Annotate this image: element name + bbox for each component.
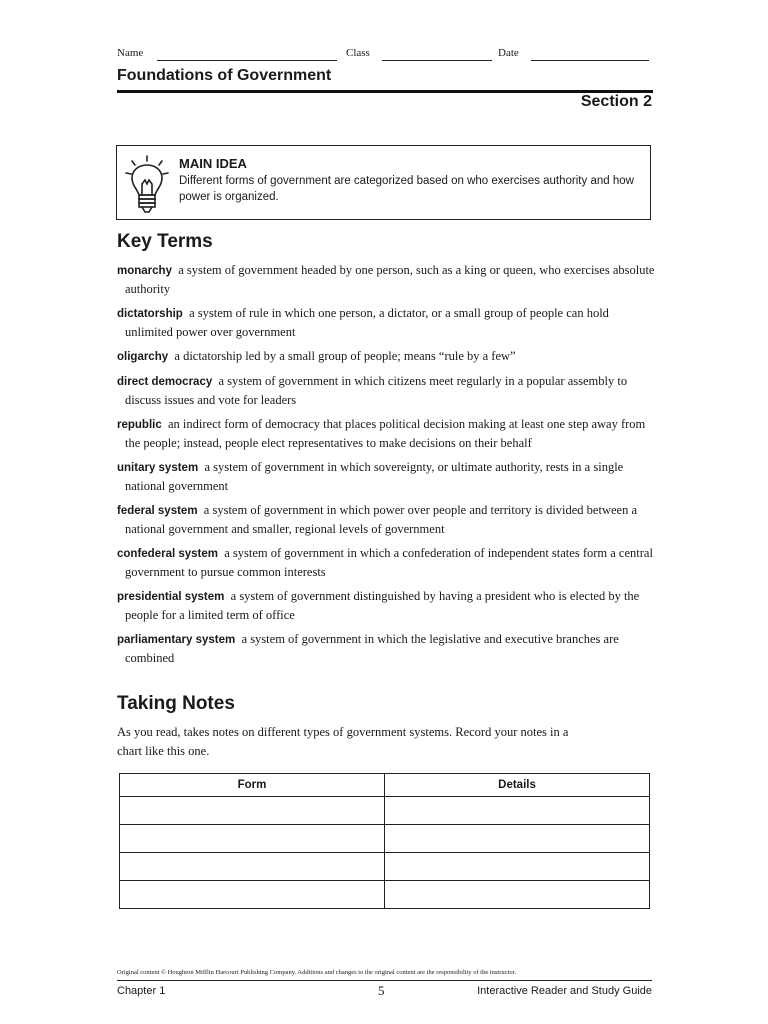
- details-cell[interactable]: [385, 825, 650, 853]
- term-name: dictatorship: [117, 308, 183, 320]
- key-terms-heading: Key Terms: [117, 231, 213, 252]
- details-cell[interactable]: [385, 797, 650, 825]
- term-definition: a system of government in which power over people and territory is divided between a national government and smaller, regional levels of government: [125, 503, 637, 536]
- column-header-form: Form: [120, 774, 385, 797]
- key-term-oligarchy: [117, 347, 657, 366]
- form-cell[interactable]: [120, 825, 385, 853]
- copyright-notice: Original content © Houghton Mifflin Harcourt Publishing Company. Additions and changes to the original content are the responsibility of the instructor.: [117, 969, 517, 976]
- taking-notes-heading: Taking Notes: [117, 693, 235, 714]
- page-title: Foundations of Government: [117, 67, 332, 84]
- class-label: Class: [346, 47, 370, 59]
- key-term-confederal-system: [117, 544, 657, 581]
- guide-title: Interactive Reader and Study Guide: [477, 985, 652, 997]
- table-row: [120, 881, 650, 909]
- term-name: republic: [117, 419, 162, 431]
- term-name: unitary system: [117, 462, 199, 474]
- term-definition: a system of government in which a confederation of independent states form a central government to pursue common interests: [125, 546, 653, 579]
- term-name: oligarchy: [117, 351, 169, 363]
- table-row: [120, 853, 650, 881]
- main-idea-text: Different forms of government are categorized based on who exercises authority and how power is organized.: [179, 175, 634, 203]
- key-term-dictatorship: [117, 304, 657, 341]
- term-name: federal system: [117, 505, 198, 517]
- title-rule: [117, 90, 653, 93]
- term-definition: a system of government in which sovereignty, or ultimate authority, rests in a single national government: [125, 460, 624, 493]
- term-name: monarchy: [117, 265, 172, 277]
- key-term-federal-system: [117, 501, 657, 538]
- section-label: Section 2: [580, 93, 652, 110]
- name-field-line[interactable]: [157, 60, 337, 61]
- lightbulb-icon: [123, 154, 171, 216]
- notes-chart: [119, 773, 650, 909]
- main-idea-box: [116, 145, 651, 220]
- chapter-label: Chapter 1: [117, 985, 166, 997]
- term-definition: an indirect form of democracy that places political decision making at least one step away from the people; instead, people elect representatives to make decisions on their behalf: [125, 417, 646, 450]
- key-term-monarchy: [117, 261, 657, 298]
- form-cell[interactable]: [120, 797, 385, 825]
- details-cell[interactable]: [385, 853, 650, 881]
- term-definition: a system of rule in which one person, a dictator, or a small group of people can hold unlimited power over government: [125, 306, 609, 339]
- term-definition: a system of government headed by one person, such as a king or queen, who exercises absolute authority: [125, 263, 655, 296]
- key-term-parliamentary-system: [117, 630, 657, 667]
- date-field-line[interactable]: [531, 60, 649, 61]
- column-header-details: Details: [385, 774, 650, 797]
- term-definition: a system of government in which citizens meet regularly in a popular assembly to discuss issues and vote for leaders: [125, 374, 628, 407]
- key-term-unitary-system: [117, 458, 657, 495]
- date-label: Date: [498, 47, 519, 59]
- name-label: Name: [117, 47, 144, 59]
- term-name: parliamentary system: [117, 634, 236, 646]
- details-cell[interactable]: [385, 881, 650, 909]
- key-terms-list: [117, 261, 657, 673]
- footer-rule: [117, 980, 652, 981]
- main-idea-heading: MAIN IDEA: [179, 156, 247, 171]
- form-cell[interactable]: [120, 881, 385, 909]
- table-row: [120, 825, 650, 853]
- class-field-line[interactable]: [382, 60, 492, 61]
- key-term-direct-democracy: [117, 372, 657, 409]
- form-cell[interactable]: [120, 853, 385, 881]
- table-row: [120, 797, 650, 825]
- taking-notes-instructions: As you read, takes notes on different types of government systems. Record your notes in a chart like this one.: [117, 725, 569, 758]
- page-number: 5: [378, 983, 385, 998]
- term-definition: a dictatorship led by a small group of people; means “rule by a few”: [174, 349, 516, 363]
- key-term-republic: [117, 415, 657, 452]
- term-definition: a system of government in which the legislative and executive branches are combined: [125, 632, 619, 665]
- term-definition: a system of government distinguished by having a president who is elected by the people for a limited term of office: [125, 589, 640, 622]
- key-term-presidential-system: [117, 587, 657, 624]
- term-name: presidential system: [117, 591, 225, 603]
- student-info-fields: [117, 47, 652, 63]
- term-name: direct democracy: [117, 376, 213, 388]
- table-header-row: [120, 774, 650, 797]
- term-name: confederal system: [117, 548, 218, 560]
